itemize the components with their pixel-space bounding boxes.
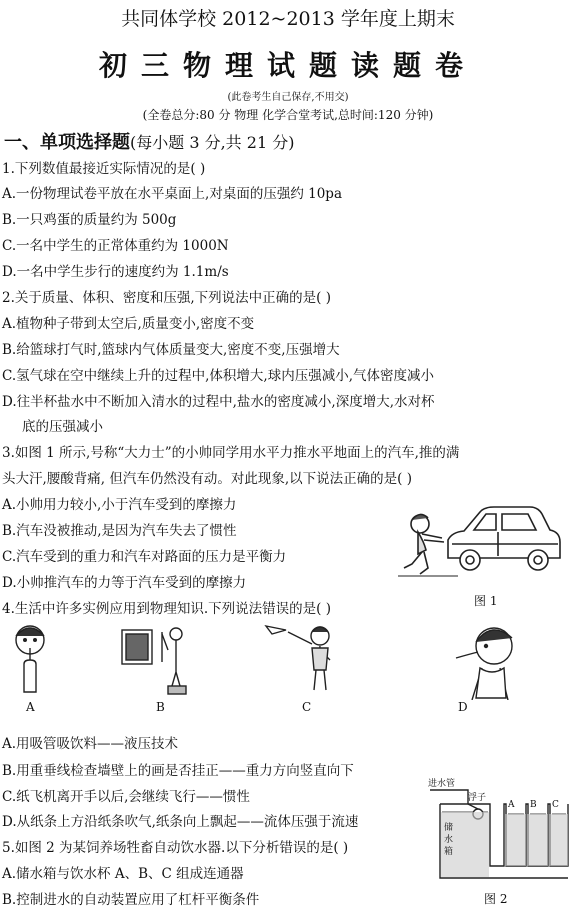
q2-option-d: D.往半杯盐水中不断加入清水的过程中,盐水的密度减小,深度增大,水对杯 — [2, 394, 435, 410]
figure-1-caption: 图 1 — [474, 594, 498, 608]
q1-option-d: D.一名中学生步行的速度约为 1.1m/s — [2, 264, 229, 280]
illustration-a-drinking-straw — [2, 622, 58, 694]
q2-stem: 2.关于质量、体积、密度和压强,下列说法中正确的是( ) — [2, 290, 331, 306]
figure-2-tank-label-2: 水 — [444, 835, 454, 845]
q2-option-b: B.给篮球打气时,篮球内气体质量变大,密度不变,压强增大 — [2, 342, 340, 358]
figure-2-tank-label-1: 储 — [444, 823, 454, 833]
section-subtitle: (每小题 3 分,共 21 分) — [130, 133, 295, 152]
q1-option-b: B.一只鸡蛋的质量约为 500g — [2, 212, 177, 228]
q3-option-a: A.小帅用力较小,小于汽车受到的摩擦力 — [2, 497, 237, 513]
figure-2-inlet-label: 进水管 — [428, 779, 456, 789]
q1-stem: 1.下列数值最接近实际情况的是( ) — [2, 161, 206, 177]
q4-option-d: D.从纸条上方沿纸条吹气,纸条向上飘起——流体压强于流速 — [2, 814, 359, 830]
figure-2-cup-label-b: B — [530, 800, 537, 810]
figure-2-cup-label-a: A — [508, 800, 515, 810]
figure-2-tank-label-3: 箱 — [444, 847, 454, 857]
q4-option-c: C.纸飞机离开手以后,会继续飞行——惯性 — [2, 789, 250, 805]
q1-option-a: A.一份物理试卷平放在水平桌面上,对桌面的压强约 10pa — [2, 186, 342, 202]
q3-stem-cont: 头大汗,腰酸背痛, 但汽车仍然没有动。对此现象,以下说法正确的是( ) — [2, 471, 412, 487]
section-title — [4, 128, 294, 154]
q4-option-b: B.用重垂线检查墙壁上的画是否挂正——重力方向竖直向下 — [2, 763, 354, 779]
illustration-label-b: B — [156, 700, 165, 714]
school-header: 共同体学校 2012~2013 学年度上期末 — [121, 8, 455, 30]
illustration-b-plumb-line — [118, 622, 198, 698]
figure-2-float-label: 浮子 — [468, 793, 487, 803]
illustration-label-a: A — [26, 700, 35, 714]
figure-1-boy-pushing-car — [398, 498, 566, 586]
q3-stem: 3.如图 1 所示,号称“大力士”的小帅同学用水平力推水平地面上的汽车,推的满 — [2, 445, 460, 461]
q3-option-c: C.汽车受到的重力和汽车对路面的压力是平衡力 — [2, 549, 287, 565]
q5-option-a: A.储水箱与饮水杯 A、B、C 组成连通器 — [2, 866, 244, 882]
section-name: 一、单项选择题 — [4, 132, 130, 153]
figure-2-cup-label-c: C — [552, 800, 559, 810]
illustration-label-d: D — [458, 700, 468, 714]
q2-option-c: C.氢气球在空中继续上升的过程中,体积增大,球内压强减小,气体密度减小 — [2, 368, 435, 384]
q3-option-d: D.小帅推汽车的力等于汽车受到的摩擦力 — [2, 575, 247, 591]
q3-option-b: B.汽车没被推动,是因为汽车失去了惯性 — [2, 523, 237, 539]
illustration-c-paper-plane — [264, 618, 344, 698]
q5-stem: 5.如图 2 为某饲养场牲畜自动饮水器.以下分析错误的是( ) — [2, 840, 349, 856]
q4-option-a: A.用吸管吸饮料——液压技术 — [2, 736, 179, 752]
figure-2-caption: 图 2 — [484, 892, 508, 906]
q2-option-a: A.植物种子带到太空后,质量变小,密度不变 — [2, 316, 255, 332]
illustration-d-blowing-paper — [452, 618, 522, 700]
illustration-label-c: C — [302, 700, 312, 714]
q5-option-b: B.控制进水的自动装置应用了杠杆平衡条件 — [2, 892, 260, 908]
exam-info: (全卷总分:80 分 物理 化学合堂考试,总时间:120 分钟) — [142, 108, 434, 122]
q2-option-d-cont: 底的压强减小 — [22, 419, 103, 435]
q1-option-c: C.一名中学生的正常体重约为 1000N — [2, 238, 229, 254]
exam-title: 初三物理试题读题卷 — [98, 49, 477, 82]
q4-stem: 4.生活中许多实例应用到物理知识.下列说法错误的是( ) — [2, 601, 331, 617]
keep-note: (此卷考生自己保存,不用交) — [227, 92, 349, 103]
